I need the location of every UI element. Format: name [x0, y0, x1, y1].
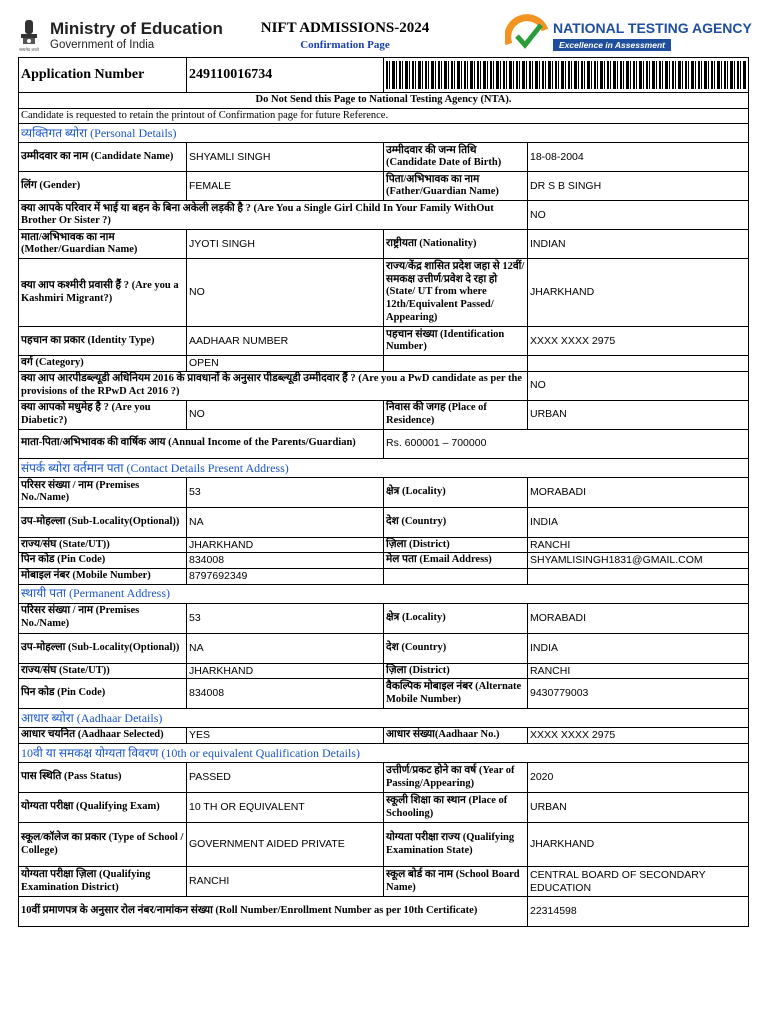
ministry-logo — [14, 17, 223, 55]
nta-tagline: Excellence in Assessment — [553, 39, 671, 51]
qualifying-district-value: RANCHI — [187, 867, 384, 897]
aadhaar-selected-value: YES — [187, 728, 384, 744]
mother-name-value: JYOTI SINGH — [187, 230, 384, 259]
confirmation-sheet — [18, 57, 748, 927]
email-value: SHYAMLISINGH1831@GMAIL.COM — [528, 553, 749, 569]
candidate-name-value: SHYAMLI SINGH — [187, 143, 384, 172]
do-not-send-notice: Do Not Send this Page to National Testing Agency (NTA). — [19, 93, 749, 109]
identity-type-label: पहचान का प्रकार (Identity Type) — [19, 327, 187, 356]
section-personal-details: व्यक्तिगत ब्योरा (Personal Details) — [19, 124, 749, 143]
school-type-value: GOVERNMENT AIDED PRIVATE — [187, 823, 384, 867]
category-value: OPEN — [187, 356, 384, 372]
perm-sub-locality-label: उप-मोहल्ला (Sub-Locality(Optional)) — [19, 633, 187, 663]
state-label: राज्य/संघ (State/UT)) — [19, 537, 187, 553]
annual-income-label: माता-पिता/अभिभावक की वार्षिक आय (Annual Income of the Parents/Guardian) — [19, 429, 384, 458]
ministry-subtitle: Government of India — [50, 39, 155, 51]
perm-premises-label: परिसर संख्या / नाम (Premises No./Name) — [19, 603, 187, 633]
qualifying-district-label: योग्यता परीक्षा ज़िला (Qualifying Examination District) — [19, 867, 187, 897]
mobile-label: मोबाइल नंबर (Mobile Number) — [19, 568, 187, 584]
nationality-label: राष्ट्रीयता (Nationality) — [384, 230, 528, 259]
nationality-value: INDIAN — [528, 230, 749, 259]
perm-district-label: ज़िला (District) — [384, 663, 528, 679]
section-contact-details: संपर्क ब्योरा वर्तमान पता (Contact Details Present Address) — [19, 458, 749, 477]
perm-country-label: देश (Country) — [384, 633, 528, 663]
roll-number-label: 10वीं प्रमाणपत्र के अनुसार रोल नंबर/नामांकन संख्या (Roll Number/Enrollment Number as per 10th Certificate) — [19, 897, 528, 927]
dob-value: 18-08-2004 — [528, 143, 749, 172]
perm-pin-code-value: 834008 — [187, 679, 384, 709]
district-value: RANCHI — [528, 537, 749, 553]
page-header — [0, 0, 768, 57]
ministry-title: Ministry of Education — [50, 19, 223, 38]
section-aadhaar-details: आधार ब्योरा (Aadhaar Details) — [19, 709, 749, 728]
state-12th-value: JHARKHAND — [528, 259, 749, 327]
sub-locality-label: उप-मोहल्ला (Sub-Locality(Optional)) — [19, 507, 187, 537]
kashmiri-migrant-value: NO — [187, 259, 384, 327]
qualifying-exam-label: योग्यता परीक्षा (Qualifying Exam) — [19, 793, 187, 823]
locality-value: MORABADI — [528, 477, 749, 507]
empty-cell — [384, 356, 528, 372]
document-title-block — [240, 20, 450, 51]
aadhaar-number-label: आधार संख्या(Aadhaar No.) — [384, 728, 528, 744]
alt-mobile-value: 9430779003 — [528, 679, 749, 709]
perm-premises-value: 53 — [187, 603, 384, 633]
application-number-row — [19, 58, 749, 93]
application-number-label: Application Number — [19, 58, 187, 93]
school-board-label: स्कूल बोर्ड का नाम (School Board Name) — [384, 867, 528, 897]
email-label: मेल पता (Email Address) — [384, 553, 528, 569]
place-of-schooling-label: स्कूली शिक्षा का स्थान (Place of Schooling) — [384, 793, 528, 823]
place-of-schooling-value: URBAN — [528, 793, 749, 823]
perm-country-value: INDIA — [528, 633, 749, 663]
premises-value: 53 — [187, 477, 384, 507]
father-name-label: पिता/अभिभावक का नाम (Father/Guardian Name) — [384, 172, 528, 201]
pass-status-value: PASSED — [187, 763, 384, 793]
school-board-value: CENTRAL BOARD OF SECONDARY EDUCATION — [528, 867, 749, 897]
identity-type-value: AADHAAR NUMBER — [187, 327, 384, 356]
pin-code-label: पिन कोड (Pin Code) — [19, 553, 187, 569]
identification-number-label: पहचान संख्या (Identification Number) — [384, 327, 528, 356]
nta-name: NATIONAL TESTING AGENCY — [553, 20, 752, 36]
single-girl-child-label: क्या आपके परिवार में भाई या बहन के बिना अकेली लड़की है ? (Are You a Single Girl Child In Your Family WithOut Brother Or Sister ?) — [19, 201, 528, 230]
empty-cell — [528, 568, 749, 584]
father-name-value: DR S B SINGH — [528, 172, 749, 201]
qualifying-state-label: योग्यता परीक्षा राज्य (Qualifying Examination State) — [384, 823, 528, 867]
residence-label: निवास की जगह (Place of Residence) — [384, 400, 528, 429]
alt-mobile-label: वैकल्पिक मोबाइल नंबर (Alternate Mobile Number) — [384, 679, 528, 709]
perm-state-label: राज्य/संघ (State/UT)) — [19, 663, 187, 679]
perm-state-value: JHARKHAND — [187, 663, 384, 679]
category-label: वर्ग (Category) — [19, 356, 187, 372]
sub-locality-value: NA — [187, 507, 384, 537]
country-label: देश (Country) — [384, 507, 528, 537]
residence-value: URBAN — [528, 400, 749, 429]
nta-emblem-icon — [505, 14, 549, 56]
diabetic-label: क्या आपको मधुमेह है ? (Are you Diabetic?) — [19, 400, 187, 429]
single-girl-child-value: NO — [528, 201, 749, 230]
pwd-value: NO — [528, 371, 749, 400]
perm-sub-locality-value: NA — [187, 633, 384, 663]
pin-code-value: 834008 — [187, 553, 384, 569]
perm-locality-value: MORABADI — [528, 603, 749, 633]
pass-status-label: पास स्थिति (Pass Status) — [19, 763, 187, 793]
diabetic-value: NO — [187, 400, 384, 429]
gender-label: लिंग (Gender) — [19, 172, 187, 201]
qualifying-state-value: JHARKHAND — [528, 823, 749, 867]
annual-income-value: Rs. 600001 – 700000 — [384, 429, 749, 458]
mother-name-label: माता/अभिभावक का नाम (Mother/Guardian Name) — [19, 230, 187, 259]
perm-pin-code-label: पिन कोड (Pin Code) — [19, 679, 187, 709]
identification-number-value: XXXX XXXX 2975 — [528, 327, 749, 356]
locality-label: क्षेत्र (Locality) — [384, 477, 528, 507]
country-value: INDIA — [528, 507, 749, 537]
application-number-value: 249110016734 — [187, 58, 384, 93]
district-label: ज़िला (District) — [384, 537, 528, 553]
mobile-value: 8797692349 — [187, 568, 384, 584]
confirmation-table — [18, 57, 749, 927]
retain-printout-notice: Candidate is requested to retain the printout of Confirmation page for future Reference. — [19, 108, 749, 124]
document-subtitle: Confirmation Page — [300, 39, 390, 51]
perm-district-value: RANCHI — [528, 663, 749, 679]
document-title: NIFT ADMISSIONS-2024 — [260, 20, 430, 36]
aadhaar-number-value: XXXX XXXX 2975 — [528, 728, 749, 744]
state-12th-label: राज्य/केंद्र शासित प्रदेश जहा से 12वीं/समकक्ष उत्तीर्ण/प्रवेश दे रहा हो (State/ UT from where 12th/Equivalent Passed/ Appearing) — [384, 259, 528, 327]
nta-logo — [505, 14, 760, 56]
kashmiri-migrant-label: क्या आप कश्मीरी प्रवासी हैं ? (Are you a Kashmiri Migrant?) — [19, 259, 187, 327]
school-type-label: स्कूल/कॉलेज का प्रकार (Type of School / College) — [19, 823, 187, 867]
section-permanent-address: स्थायी पता (Permanent Address) — [19, 584, 749, 603]
barcode-cell — [384, 58, 749, 93]
roll-number-value: 22314598 — [528, 897, 749, 927]
state-value: JHARKHAND — [187, 537, 384, 553]
gender-value: FEMALE — [187, 172, 384, 201]
qualifying-exam-value: 10 TH OR EQUIVALENT — [187, 793, 384, 823]
svg-text:सत्यमेव जयते: सत्यमेव जयते — [19, 47, 39, 52]
barcode-image — [386, 61, 746, 89]
perm-locality-label: क्षेत्र (Locality) — [384, 603, 528, 633]
year-of-passing-label: उत्तीर्ण/प्रकट होने का वर्ष (Year of Passing/Appearing) — [384, 763, 528, 793]
aadhaar-selected-label: आधार चयनित (Aadhaar Selected) — [19, 728, 187, 744]
candidate-name-label: उम्मीदवार का नाम (Candidate Name) — [19, 143, 187, 172]
empty-cell — [528, 356, 749, 372]
year-of-passing-value: 2020 — [528, 763, 749, 793]
premises-label: परिसर संख्या / नाम (Premises No./Name) — [19, 477, 187, 507]
pwd-label: क्या आप आरपीडब्ल्यूडी अधिनियम 2016 के प्रावधानों के अनुसार पीडब्ल्यूडी उम्मीदवार हैं ? (Are you a PwD candidate as per the provisions of the RPwD Act 2016 ?) — [19, 371, 528, 400]
dob-label: उम्मीदवार की जन्म तिथि (Candidate Date of Birth) — [384, 143, 528, 172]
empty-cell — [384, 568, 528, 584]
national-emblem-icon — [14, 17, 44, 53]
section-qualification-details: 10वी या समकक्ष योग्यता विवरण (10th or equivalent Qualification Details) — [19, 744, 749, 763]
